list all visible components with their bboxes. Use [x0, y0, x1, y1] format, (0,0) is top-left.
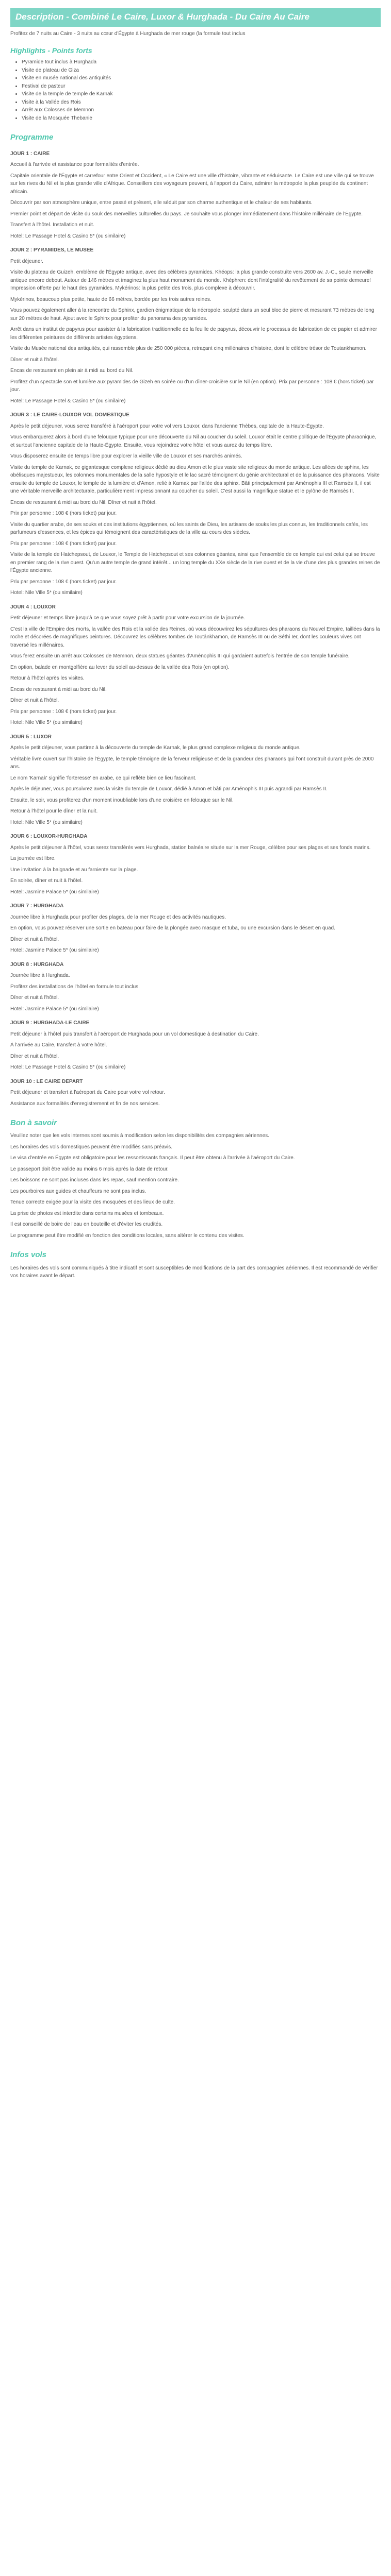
day-paragraph: Visite du plateau de Guizeh, emblème de l'Égypte antique, avec des célèbres pyramides. Khéops: la plus grande construite vers 2600 av. J.-C., seule merveille antique encore debout. Autour de 146 mètres et imaginez la plus haut monument du monde. Khéphren: dont l'intégralité du revêtement de sa pointe demeure! Impression offerte par le haut des pyramides. Mykérinos: la plus petite des trois, plus complexe à découvrir. [10, 269, 373, 292]
flight-info-text: Les horaires des vols sont communiqués à titre indicatif et sont susceptibles de modifications de la part des compagnies aériennes. Il est recommandé de vérifier vos horaires avant le départ. [10, 1265, 378, 1279]
good-to-know-item: La prise de photos est interdite dans certains musées et tombeaux. [10, 1210, 164, 1216]
good-to-know-item: Tenue correcte exigée pour la visite des mosquées et des lieux de culte. [10, 1199, 175, 1206]
day-paragraph: Encas de restaurant en plein air à midi au bord du Nil. [10, 368, 134, 374]
day-paragraph: Petit déjeuner et temps libre jusqu'à ce que vous soyez prêt à partir pour votre excursion de la journée. [10, 615, 245, 621]
day-title: JOUR 9 : HURGHADA-LE CAIRE [10, 1020, 90, 1026]
day-paragraph: Petit déjeuner à l'hôtel puis transfert à l'aéroport de Hurghada pour un vol domestique à destination du Caire. [10, 1031, 259, 1037]
day-title: JOUR 8 : HURGHADA [10, 961, 64, 968]
highlights-title: Highlights - Points forts [10, 46, 92, 55]
day-paragraph: Journée libre à Hurghada pour profiter des plages, de la mer Rouge et des activités nautiques. [10, 914, 226, 920]
day-paragraph: Après le petit déjeuner à l'hôtel, vous serez transférés vers Hurghada, station balnéaire située sur la mer Rouge, célèbre pour ses plages et ses fonds marins. [10, 844, 371, 851]
day-paragraph: Retour à l'hôtel pour le dîner et la nuit. [10, 808, 98, 815]
good-to-know-title: Bon à savoir [10, 1118, 57, 1128]
day-paragraph: Visite de la temple de Hatchepsout, de Louxor, le Temple de Hatchepsout et ses colonnes géantes, ainsi que l'ensemble de ce temple qui est celui qui se trouve en premier rang de la rive ouest. Qu'un autre temple de grand intérêt... un long temple du XXe siècle de la rive ouest et de la vie d'une des plus grandes reines de l'Égypte ancienne. [10, 552, 380, 574]
day-paragraph: À l'arrivée au Caire, transfert à votre hôtel. [10, 1042, 107, 1048]
day-paragraph: Transfert à l'hôtel. Installation et nuit. [10, 222, 94, 228]
day-paragraph: Prix par personne : 108 € (hors ticket) par jour. [10, 511, 117, 517]
good-to-know-item: Les horaires des vols domestiques peuvent être modifiés sans préavis. [10, 1144, 173, 1150]
good-to-know-item: Les boissons ne sont pas incluses dans les repas, sauf mention contraire. [10, 1177, 179, 1183]
day-hotel: Hotel: Nile Ville 5* (ou similaire) [10, 720, 83, 726]
day-paragraph: Accueil à l'arrivée et assistance pour formalités d'entrée. [10, 162, 139, 168]
day-paragraph: Retour à l'hôtel après les visites. [10, 675, 85, 682]
day-hotel: Hotel: Nile Ville 5* (ou similaire) [10, 819, 83, 825]
day-hotel: Hotel: Jasmine Palace 5* (ou similaire) [10, 947, 99, 954]
day-paragraph: Journée libre à Hurghada. [10, 973, 70, 979]
day-paragraph: Petit déjeuner. [10, 258, 43, 264]
day-paragraph: Vous ferez ensuite un arrêt aux Colosses de Memnon, deux statues géantes d'Aménophis III qui gardaient autrefois l'entrée de son temple funéraire. [10, 653, 350, 659]
day-paragraph: Prix par personne : 108 € (hors ticket) par jour. [10, 708, 117, 715]
highlight-item: • Visite de plateau de Giza [22, 66, 381, 75]
day-paragraph: Assistance aux formalités d'enregistrement et fin de nos services. [10, 1100, 160, 1107]
day-title: JOUR 3 : LE CAIRE-LOUXOR VOL DOMESTIQUE [10, 412, 129, 418]
day-title: JOUR 10 : LE CAIRE DEPART [10, 1078, 83, 1084]
day-paragraph: Vous pouvez également aller à la rencontre du Sphinx, gardien énigmatique de la nécropole, sculpté dans un seul bloc de pierre et mesurant 73 mètres de long sur 20 mètres de haut. Ajout avec le Sphinx pour profiter du panorama des pyramides. [10, 308, 374, 321]
day-paragraph: Après le petit déjeuner, vous partirez à la découverte du temple de Karnak, le plus grand complexe religieux du monde antique. [10, 745, 301, 751]
highlight-item: • Festival de pasteur [22, 82, 381, 91]
highlight-item: • Visite de la temple de temple de Karnak [22, 90, 381, 98]
day-paragraph: Après le déjeuner, vous poursuivrez avec la visite du temple de Louxor, dédié à Amon et bâti par Aménophis III puis agrandi par Ramsès II. [10, 786, 328, 792]
day-paragraph: La journée est libre. [10, 856, 56, 862]
good-to-know-item: Le programme peut être modifié en fonction des conditions locales, sans altérer le contenu des visites. [10, 1232, 245, 1239]
good-to-know-list [10, 1132, 381, 1240]
day-paragraph: Découvrir par son atmosphère unique, entre passé et présent, elle séduit par son charme authentique et le chaleur de ses habitants. [10, 200, 313, 206]
day-paragraph: Premier point et départ de visite du souk des merveilles culturelles du pays. Je souhaite vous plonger immédiatement dans l'histoire millénaire de l'Égypte. [10, 211, 363, 217]
day-paragraph: Visite du Musée national des antiquités, qui rassemble plus de 250 000 pièces, retraçant cinq millénaires d'histoire, dont le célèbre trésor de Toutankhamon. [10, 346, 367, 352]
day-paragraph: Prix par personne : 108 € (hors ticket) par jour. [10, 540, 117, 547]
day-paragraph: Vous disposerez ensuite de temps libre pour explorer la vieille ville de Louxor et ses marchés animés. [10, 453, 242, 460]
day-paragraph: Encas de restaurant à midi au bord du Nil. [10, 686, 107, 692]
good-to-know-item: Il est conseillé de boire de l'eau en bouteille et d'éviter les crudités. [10, 1222, 163, 1228]
day-paragraph: Dîner et nuit à l'hôtel. [10, 698, 59, 704]
day-title: JOUR 2 : PYRAMIDES, LE MUSEE [10, 247, 94, 253]
highlight-item: • Visite en musée national des antiquités [22, 74, 381, 82]
day-paragraph: Arrêt dans un institut de papyrus pour assister à la fabrication traditionnelle de la feuille de papyrus, découvrir le processus de fabrication de ce papier et admirer les différentes peintures de différents artistes égyptiens. [10, 327, 377, 341]
good-to-know-item: Les pourboires aux guides et chauffeurs ne sont pas inclus. [10, 1188, 146, 1194]
day-paragraph: Dîner et nuit à l'hôtel. [10, 357, 59, 363]
day-hotel: Hotel: Le Passage Hotel & Casino 5* (ou similaire) [10, 1064, 126, 1071]
good-to-know-item: Le passeport doit être valide au moins 6 mois après la date de retour. [10, 1166, 169, 1172]
day-hotel: Hotel: Le Passage Hotel & Casino 5* (ou similaire) [10, 233, 126, 239]
good-to-know-item: Veuillez noter que les vols internes sont soumis à modification selon les disponibilités des compagnies aériennes. [10, 1133, 269, 1139]
highlight-item: • Pyramide tout inclus à Hurghada [22, 58, 381, 66]
day-paragraph: Petit déjeuner et transfert à l'aéroport du Caire pour votre vol retour. [10, 1090, 165, 1096]
day-hotel: Hotel: Nile Ville 5* (ou similaire) [10, 590, 83, 596]
day-paragraph: En option, vous pouvez réserver une sortie en bateau pour faire de la plongée avec masque et tuba, ou une excursion dans le désert en quad. [10, 925, 335, 931]
program-title: Programme [10, 133, 54, 142]
highlight-item: • Visite de la Mosquée Thebanie [22, 114, 381, 123]
highlights-list [10, 58, 381, 122]
day-paragraph: Ensuite, le soir, vous profiterez d'un moment inoubliable lors d'une croisière en felouque sur le Nil. [10, 797, 234, 803]
flight-info-title: Infos vols [10, 1250, 47, 1260]
day-paragraph: Une invitation à la baignade et au farniente sur la plage. [10, 867, 138, 873]
day-paragraph: En soirée, dîner et nuit à l'hôtel. [10, 878, 83, 884]
day-paragraph: En option, balade en montgolfière au lever du soleil au-dessus de la vallée des Rois (en option). [10, 664, 230, 670]
day-paragraph: Visite du quartier arabe, de ses souks et des institutions égyptiennes, où les saints de Dieu, les artisans de souks les plus connus, les traditionnels cafés, les parfumeurs d'essences, et les épices qui témoignent des caractéristiques de la ville au cours des siècles. [10, 521, 368, 536]
intro-text: Profitez de 7 nuits au Caire - 3 nuits au cœur d'Égypte à Hurghada de mer rouge (la formule tout inclus [10, 31, 246, 37]
highlight-item: • Visite à la Vallée des Rois [22, 98, 381, 107]
day-paragraph: Dîner et nuit à l'hôtel. [10, 1053, 59, 1059]
day-paragraph: C'est la ville de l'Empire des morts, la vallée des Rois et la vallée des Reines, où vous découvrirez les sépultures des pharaons du Nouvel Empire, taillées dans la roche et décorées de magnifiques peintures. Découvrez les célèbres tombes de Toutânkhamon, de Ramsès III ou de Séthi Ier, dont les couleurs vives ont traversé les millénaires. [10, 626, 380, 648]
day-paragraph: Profitez d'un spectacle son et lumière aux pyramides de Gizeh en soirée ou d'un dîner-croisière sur le Nil (en option). Prix par personne : 108 € (hors ticket) par jour. [10, 379, 374, 393]
day-hotel: Hotel: Jasmine Palace 5* (ou similaire) [10, 889, 99, 895]
day-paragraph: Le nom 'Karnak' signifie 'forteresse' en arabe, ce qui reflète bien ce lieu fascinant. [10, 775, 197, 781]
day-paragraph: Prix par personne : 108 € (hors ticket) par jour. [10, 579, 117, 585]
day-hotel: Hotel: Le Passage Hotel & Casino 5* (ou similaire) [10, 398, 126, 404]
day-hotel: Hotel: Jasmine Palace 5* (ou similaire) [10, 1006, 99, 1012]
day-paragraph: Vous embarquerez alors à bord d'une felouque typique pour une découverte du Nil au coucher du soleil. Louxor était le centre politique de l'Égypte pharaonique, et surtout l'ancienne capitale de la Haute-Égypte. Ensuite, vous rejoindrez votre hôtel et vous aurez du temps libre. [10, 434, 377, 448]
good-to-know-item: Le visa d'entrée en Égypte est obligatoire pour les ressortissants français. Il peut être obtenu à l'arrivée à l'aéroport du Caire. [10, 1155, 295, 1161]
day-paragraph: Dîner et nuit à l'hôtel. [10, 936, 59, 942]
day-title: JOUR 4 : LOUXOR [10, 604, 56, 610]
program-days [10, 150, 381, 1108]
day-paragraph: Mykérinos, beaucoup plus petite, haute de 66 mètres, bordée par les trois autres reines. [10, 296, 211, 302]
day-paragraph: Véritable livre ouvert sur l'histoire de l'Égypte, le temple témoigne de la ferveur religieuse et de la grandeur des pharaons qui l'ont construit durant près de 2000 ans. [10, 756, 374, 770]
day-paragraph: Après le petit déjeuner, vous serez transféré à l'aéroport pour votre vol vers Louxor, dans l'ancienne Thèbes, capitale de la Haute-Égypte. [10, 423, 324, 429]
page [0, 8, 391, 1299]
day-title: JOUR 1 : CAIRE [10, 150, 50, 157]
day-paragraph: Capitale orientale de l'Égypte et carrefour entre Orient et Occident, « Le Caire est une ville d'histoire, vibrante et séduisante. Le Caire est une ville qui se trouve sur les rives du Nil et la plus grande ville d'Afrique. Conseillers des voyageurs peuvent, à l'apport du Caire, admirer la métropole la plus peuplée du continent africain. [10, 173, 374, 195]
day-title: JOUR 6 : LOUXOR-HURGHADA [10, 834, 88, 840]
day-paragraph: Dîner et nuit à l'hôtel. [10, 995, 59, 1001]
day-title: JOUR 5 : LUXOR [10, 734, 52, 740]
day-paragraph: Visite du temple de Karnak, ce gigantesque complexe religieux dédié au dieu Amon et le plus vaste site religieux du monde antique. Les allées de sphinx, les obélisques majestueux, les colonnes monumentales de la salle hypostyle et le lac sacré témoignent du génie architectural et de la puissance des pharaons. Visite ensuite du temple de Louxor, le temple de la lumière et d'Amon, relié à Karnak par l'allée des sphinx. Bâti principalement par Aménophis III et Ramsès II, il est une véritable merveille architecturale, particulièrement impressionnant au coucher du soleil. C'est aussi la magnifique statue et le pylône de Ramsès II. [10, 464, 380, 495]
day-paragraph: Encas de restaurant à midi au bord du Nil. Dîner et nuit à l'hôtel. [10, 499, 157, 505]
day-title: JOUR 7 : HURGHADA [10, 903, 64, 909]
page-title: Description - Combiné Le Caire, Luxor & Hurghada - Du Caire Au Caire [10, 8, 381, 27]
day-paragraph: Profitez des installations de l'hôtel en formule tout inclus. [10, 984, 140, 990]
highlight-item: • Arrêt aux Colosses de Memnon [22, 106, 381, 114]
